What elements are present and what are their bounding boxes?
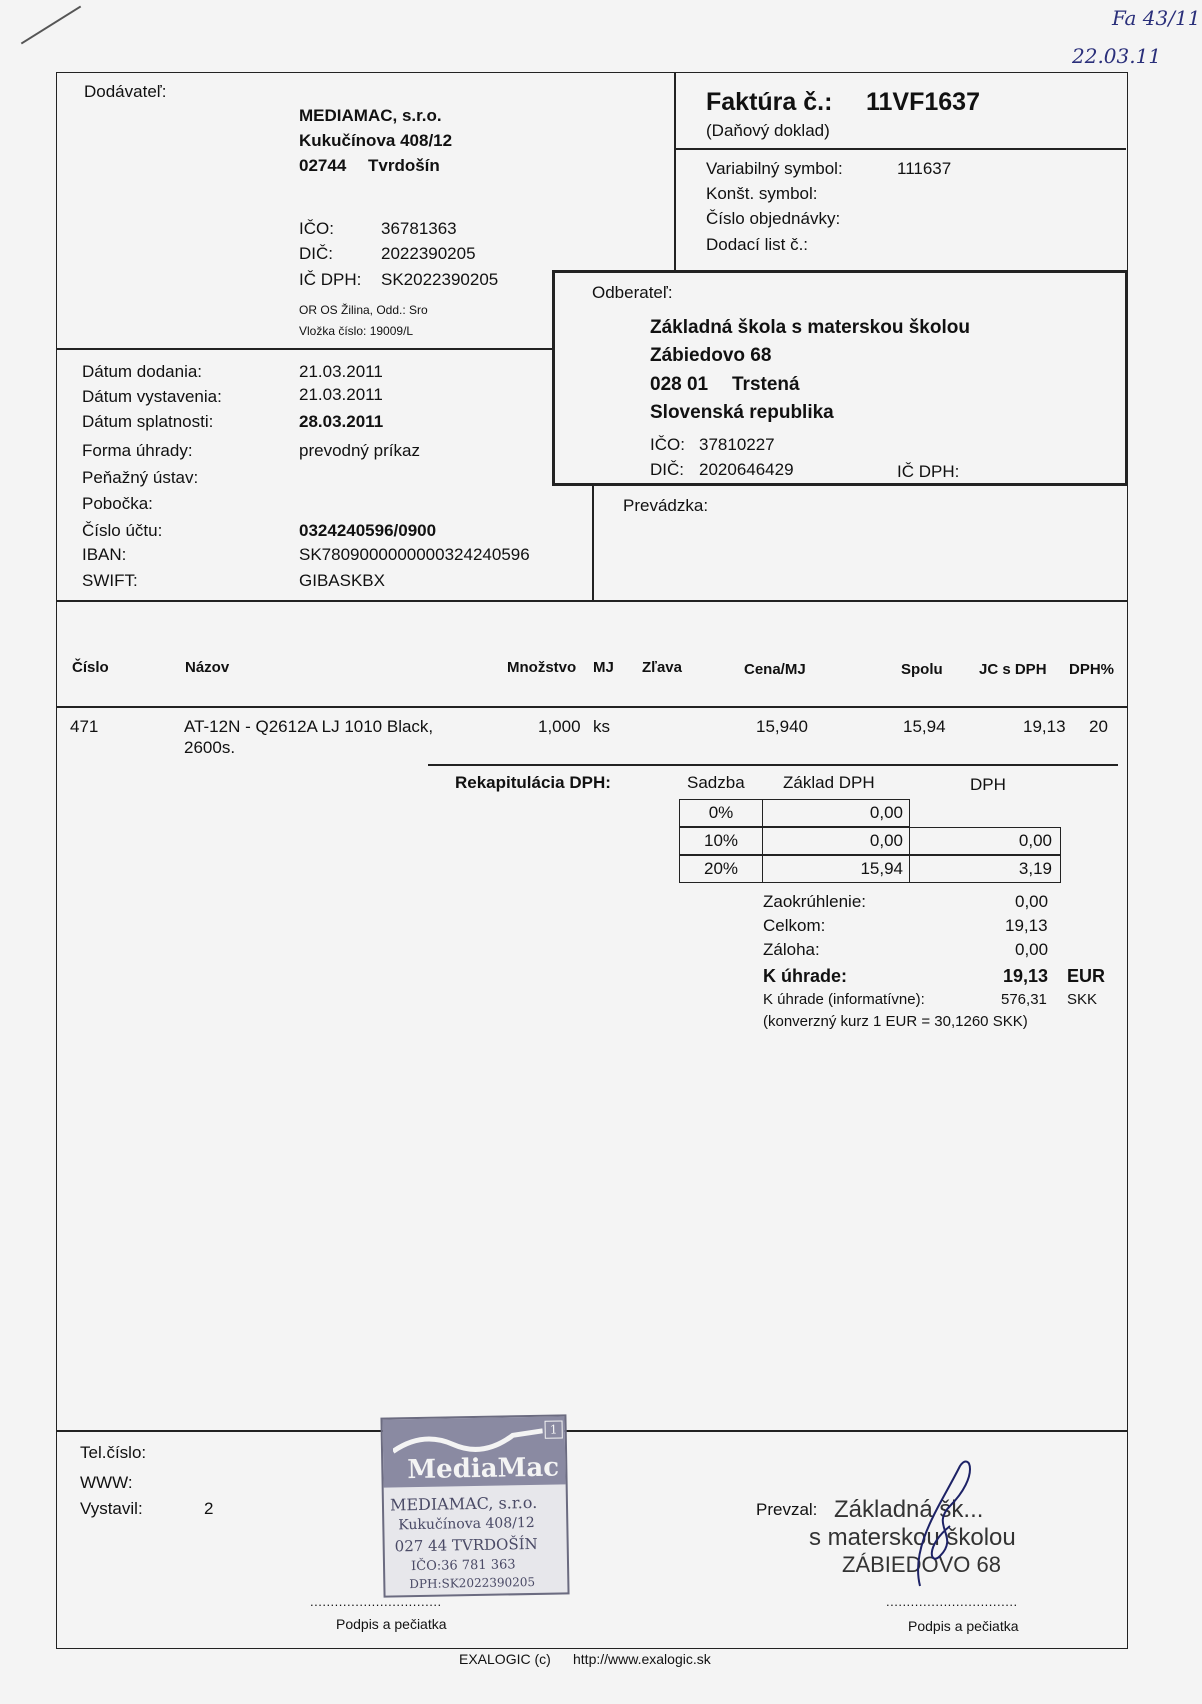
- customer-ico-label: IČO:: [650, 435, 685, 454]
- corner-note-line2: 22.03.11: [1072, 44, 1162, 68]
- supplier-city: Tvrdošín: [368, 156, 440, 175]
- supplier-register: OR OS Žilina, Odd.: Sro: [299, 303, 428, 317]
- vat-amount-2-text: 3,19: [1018, 859, 1052, 878]
- phone-label: Tel.číslo:: [80, 1443, 147, 1462]
- divider-invoice-title: [674, 148, 1126, 150]
- amount-due-label: K úhrade:: [763, 966, 848, 986]
- item-name-line2: 2600s.: [184, 738, 236, 757]
- supplier-name: MEDIAMAC, s.r.o.: [299, 106, 442, 125]
- invoice-subtitle: (Daňový doklad): [706, 121, 830, 140]
- payment-method: prevodný príkaz: [299, 441, 420, 460]
- stamp-line5: DPH:SK2022390205: [409, 1574, 536, 1592]
- amount-info-currency: SKK: [1067, 991, 1098, 1008]
- var-symbol: 111637: [897, 159, 952, 178]
- stamp-line1: MEDIAMAC, s.r.o.: [389, 1492, 538, 1515]
- vat-rate-0: [679, 799, 763, 827]
- delivery-date-label: Dátum dodania:: [82, 362, 203, 381]
- vat-base-2-text: 15,94: [860, 859, 903, 878]
- vat-summary-label: Rekapitulácia DPH:: [455, 773, 611, 792]
- col-unit-with-vat: JC s DPH: [979, 661, 1047, 678]
- delivery-note-label: Dodací list č.:: [706, 235, 809, 254]
- supplier-dic-label: DIČ:: [299, 244, 333, 263]
- vat-col-vat: DPH: [970, 775, 1006, 794]
- col-name: Názov: [185, 659, 230, 676]
- supplier-zip: 02744: [299, 156, 347, 175]
- col-total: Spolu: [901, 661, 943, 678]
- amount-info: 576,31: [1001, 991, 1047, 1008]
- rounding-label: Zaokrúhlenie:: [763, 892, 867, 911]
- item-unit: ks: [593, 717, 610, 736]
- vat-rate-2: [679, 855, 763, 883]
- vat-rate-1: [679, 827, 763, 855]
- iban-label: IBAN:: [82, 545, 127, 564]
- divider-supplier-dates: [56, 348, 553, 350]
- deposit-label: Záloha:: [763, 940, 820, 959]
- issue-date: 21.03.2011: [299, 385, 383, 404]
- customer-ico: 37810227: [699, 435, 775, 454]
- iban: SK7809000000000324240596: [299, 545, 530, 564]
- supplier-insert: Vložka číslo: 19009/L: [299, 324, 414, 338]
- software-credit: EXALOGIC (c): [459, 1651, 551, 1667]
- deposit: 0,00: [1015, 940, 1049, 959]
- item-total: 15,94: [903, 717, 946, 736]
- customer-stamp-line1: Základná šk...: [834, 1496, 984, 1523]
- col-unit-price: Cena/MJ: [744, 661, 806, 678]
- divider-dates-vertical: [592, 482, 594, 600]
- amount-due-currency: EUR: [1067, 966, 1106, 986]
- supplier-ico: 36781363: [381, 219, 457, 238]
- col-quantity: Množstvo: [507, 659, 577, 676]
- conversion-rate-note: (konverzný kurz 1 EUR = 30,1260 SKK): [763, 1013, 1028, 1030]
- divider-vat-summary: [428, 764, 1118, 766]
- signature-label-right: Podpis a pečiatka: [908, 1618, 1019, 1634]
- item-name-line1: AT-12N - Q2612A LJ 1010 Black,: [184, 717, 434, 736]
- supplier-label: Dodávateľ:: [84, 82, 167, 101]
- account-number-label: Číslo účtu:: [82, 521, 163, 540]
- customer-label: Odberateľ:: [592, 283, 673, 302]
- customer-street: Zábiedovo 68: [650, 345, 772, 366]
- var-symbol-label: Variabilný symbol:: [706, 159, 843, 178]
- col-unit: MJ: [593, 659, 614, 676]
- software-url: http://www.exalogic.sk: [573, 1651, 711, 1667]
- customer-dic-label: DIČ:: [650, 460, 684, 479]
- due-date: 28.03.2011: [299, 412, 384, 431]
- handwritten-signature: [880, 1446, 990, 1596]
- col-discount: Zľava: [642, 659, 682, 676]
- vat-base-0: [762, 799, 910, 827]
- item-quantity: 1,000: [538, 717, 581, 736]
- divider-items-top: [56, 600, 1128, 602]
- col-number: Číslo: [72, 659, 109, 676]
- divider-items-header: [56, 706, 1128, 708]
- konst-symbol-label: Konšt. symbol:: [706, 184, 818, 203]
- www-label: WWW:: [80, 1473, 133, 1492]
- branch-label: Pobočka:: [82, 494, 153, 513]
- delivery-date: 21.03.2011: [299, 362, 383, 381]
- supplier-stamp: [380, 1414, 569, 1597]
- customer-city: Trstená: [732, 374, 800, 395]
- supplier-street: Kukučínova 408/12: [299, 131, 453, 150]
- customer-country: Slovenská republika: [650, 402, 834, 423]
- supplier-icdph-label: IČ DPH:: [299, 270, 362, 289]
- customer-stamp-line2: s materskou školou: [809, 1524, 1016, 1551]
- stamp-brand: MediaMac: [407, 1452, 560, 1486]
- divider-footer: [56, 1430, 1128, 1432]
- vat-amount-1: [909, 827, 1061, 855]
- supplier-ico-label: IČO:: [299, 219, 334, 238]
- vat-rate-2-text: 20%: [703, 859, 739, 878]
- amount-info-label: K úhrade (informatívne):: [763, 991, 925, 1008]
- item-number: 471: [70, 717, 99, 736]
- scan-mark: [21, 6, 81, 45]
- due-date-label: Dátum splatnosti:: [82, 412, 214, 431]
- stamp-line4: IČO:36 781 363: [410, 1557, 516, 1575]
- signature-dots-right: ................................: [886, 1594, 1018, 1609]
- order-number-label: Číslo objednávky:: [706, 209, 841, 228]
- vat-base-2: [762, 855, 910, 883]
- supplier-dic: 2022390205: [381, 244, 476, 263]
- customer-icdph-label: IČ DPH:: [897, 462, 960, 481]
- vat-rate-0-text: 0%: [708, 803, 734, 822]
- customer-stamp-line3: ZÁBIEDOVO 68: [842, 1552, 1001, 1577]
- swift-label: SWIFT:: [82, 571, 138, 590]
- total-label: Celkom:: [763, 916, 826, 935]
- payment-method-label: Forma úhrady:: [82, 441, 193, 460]
- issued-by-label: Vystavil:: [80, 1499, 143, 1518]
- vat-base-1-text: 0,00: [869, 831, 903, 850]
- customer-dic: 2020646429: [699, 460, 794, 479]
- signature-dots-left: ................................: [310, 1594, 442, 1609]
- stamp-line3: 027 44 TVRDOŠÍN: [394, 1534, 538, 1556]
- issued-by: 2: [204, 1499, 214, 1518]
- vat-amount-2: [909, 855, 1061, 883]
- invoice-title-label: Faktúra č.:: [706, 88, 833, 116]
- facility-label: Prevádzka:: [623, 496, 709, 515]
- vat-rate-1-text: 10%: [703, 831, 739, 850]
- vat-col-rate: Sadzba: [687, 773, 745, 792]
- rounding: 0,00: [1015, 892, 1049, 911]
- stamp-line2: Kukučínova 408/12: [398, 1514, 535, 1534]
- invoice-number: 11VF1637: [866, 88, 980, 116]
- col-vat-pct: DPH%: [1069, 661, 1115, 678]
- account-number: 0324240596/0900: [299, 521, 437, 540]
- received-by-label: Prevzal:: [756, 1500, 818, 1519]
- customer-zip: 028 01: [650, 374, 709, 395]
- issue-date-label: Dátum vystavenia:: [82, 387, 222, 406]
- swift: GIBASKBX: [299, 571, 385, 590]
- vat-col-base: Základ DPH: [783, 773, 875, 792]
- item-unit-price: 15,940: [756, 717, 808, 736]
- vat-base-1: [762, 827, 910, 855]
- amount-due: 19,13: [1003, 966, 1049, 986]
- vat-amount-1-text: 0,00: [1018, 831, 1052, 850]
- total: 19,13: [1005, 916, 1048, 935]
- signature-label-left: Podpis a pečiatka: [336, 1616, 447, 1632]
- item-unit-with-vat: 19,13: [1023, 717, 1066, 736]
- stamp-badge: 1: [545, 1420, 563, 1438]
- vat-base-0-text: 0,00: [869, 803, 903, 822]
- bank-label: Peňažný ústav:: [82, 468, 199, 487]
- divider-header-vertical: [674, 72, 676, 270]
- corner-note-line1: Fa 43/11: [1112, 6, 1201, 30]
- supplier-icdph: SK2022390205: [381, 270, 499, 289]
- customer-name: Základná škola s materskou školou: [650, 317, 970, 338]
- item-vat-pct: 20: [1089, 717, 1108, 736]
